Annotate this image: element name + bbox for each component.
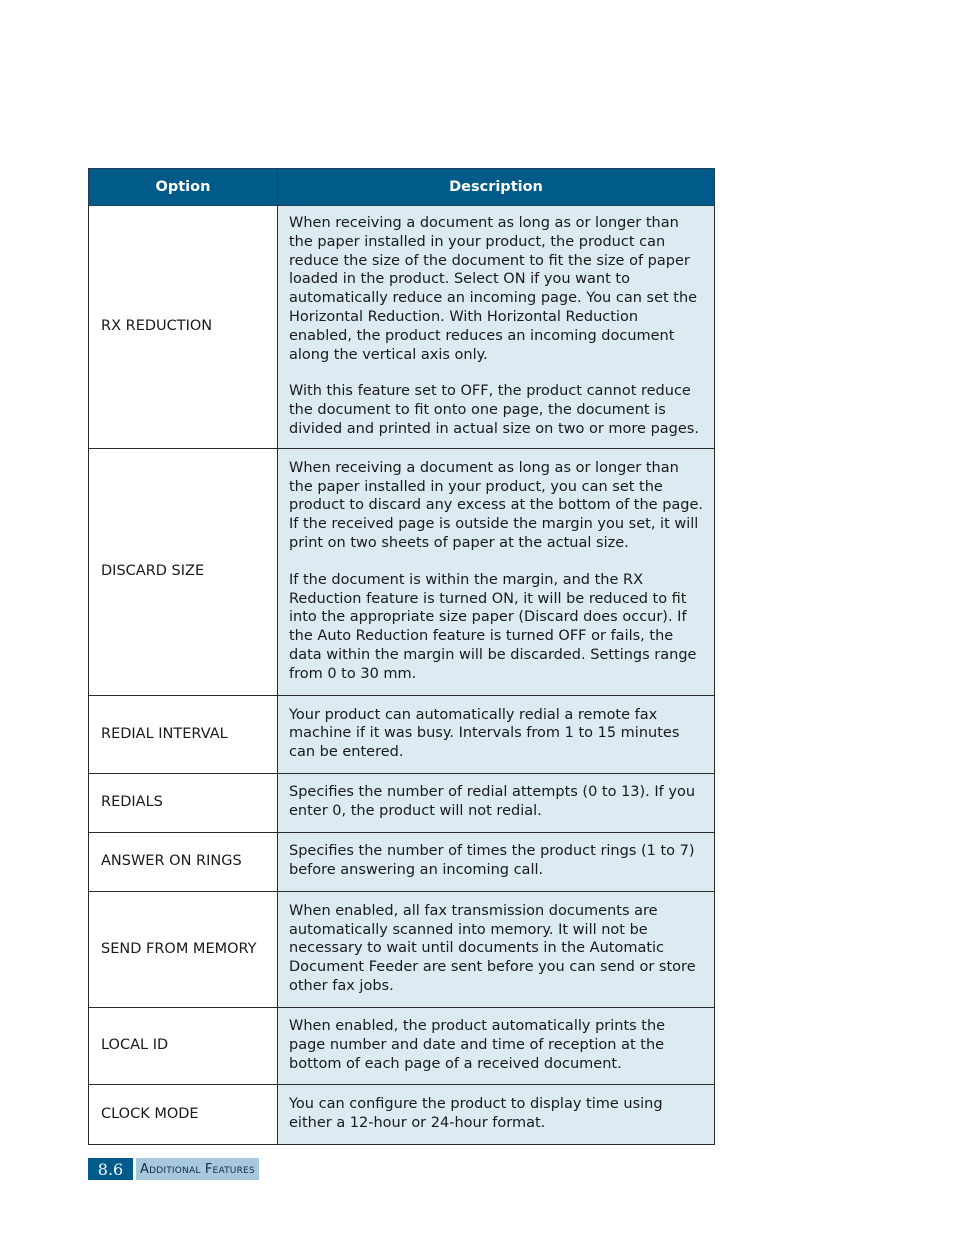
option-name: ANSWER ON RINGS bbox=[89, 832, 278, 891]
table-row bbox=[89, 448, 715, 695]
description-paragraph: Specifies the number of redial attempts (0 to 13). If you enter 0, the product will not redial. bbox=[289, 784, 696, 820]
page-number: 8.6 bbox=[88, 1158, 133, 1180]
option-description bbox=[278, 773, 715, 832]
option-description bbox=[278, 695, 715, 773]
option-name: REDIALS bbox=[89, 773, 278, 832]
table-row bbox=[89, 695, 715, 773]
description-paragraph: When receiving a document as long as or longer than the paper installed in your product, you can set the product to discard any excess at the bottom of the page. If the received page is outside the margin you set, it will print on two sheets of paper at the actual size. bbox=[289, 459, 704, 552]
table-row bbox=[89, 773, 715, 832]
option-description bbox=[278, 448, 715, 695]
table-row bbox=[89, 832, 715, 891]
table-header-row bbox=[89, 169, 715, 206]
option-name: LOCAL ID bbox=[89, 1007, 278, 1084]
table-row bbox=[89, 891, 715, 1007]
options-table bbox=[88, 168, 715, 1145]
description-paragraph: Specifies the number of times the product rings (1 to 7) before answering an incoming call. bbox=[289, 843, 695, 879]
description-paragraph: When enabled, all fax transmission documents are automatically scanned into memory. It will not be necessary to wait until documents in the Automatic Document Feeder are sent before you can send or store other fax jobs. bbox=[289, 902, 696, 994]
table-body bbox=[89, 206, 715, 1145]
option-description bbox=[278, 1007, 715, 1084]
table-row bbox=[89, 206, 715, 449]
description-paragraph: When receiving a document as long as or longer than the paper installed in your product, the product can reduce the size of the document to fit the size of paper loaded in the product. Select ON if you want to automatically reduce an incoming page. You can set the Horizontal Reduction. With Horizontal Reduction enabled, the product reduces an incoming document along the vertical axis only. bbox=[289, 215, 698, 363]
option-description bbox=[278, 1084, 715, 1144]
option-description bbox=[278, 891, 715, 1007]
option-name: SEND FROM MEMORY bbox=[89, 891, 278, 1007]
option-name: RX REDUCTION bbox=[89, 206, 278, 449]
option-description bbox=[278, 832, 715, 891]
option-name: DISCARD SIZE bbox=[89, 448, 278, 695]
description-paragraph: You can configure the product to display time using either a 12-hour or 24-hour format. bbox=[289, 1095, 663, 1131]
description-paragraph: With this feature set to OFF, the product cannot reduce the document to fit onto one page, the document is divided and printed in actual size on two or more pages. bbox=[289, 383, 699, 437]
option-name: CLOCK MODE bbox=[89, 1084, 278, 1144]
option-column-header: Option bbox=[89, 169, 278, 206]
description-column-header: Description bbox=[278, 169, 715, 206]
description-paragraph: Your product can automatically redial a remote fax machine if it was busy. Intervals from 1 to 15 minutes can be entered. bbox=[289, 706, 680, 761]
option-name: REDIAL INTERVAL bbox=[89, 695, 278, 773]
page-footer bbox=[88, 1158, 259, 1180]
table-row bbox=[89, 1084, 715, 1144]
section-title: Additional Features bbox=[136, 1158, 259, 1180]
description-paragraph: If the document is within the margin, and the RX Reduction feature is turned ON, it will be reduced to fit into the appropriate size paper (Discard does occur). If the Auto Reduction feature is turned OFF or fails, the data within the margin will be discarded. Settings range from 0 to 30 mm. bbox=[289, 571, 697, 682]
option-description bbox=[278, 206, 715, 449]
description-paragraph: When enabled, the product automatically prints the page number and date and time of reception at the bottom of each page of a received document. bbox=[289, 1018, 666, 1072]
table-row bbox=[89, 1007, 715, 1084]
